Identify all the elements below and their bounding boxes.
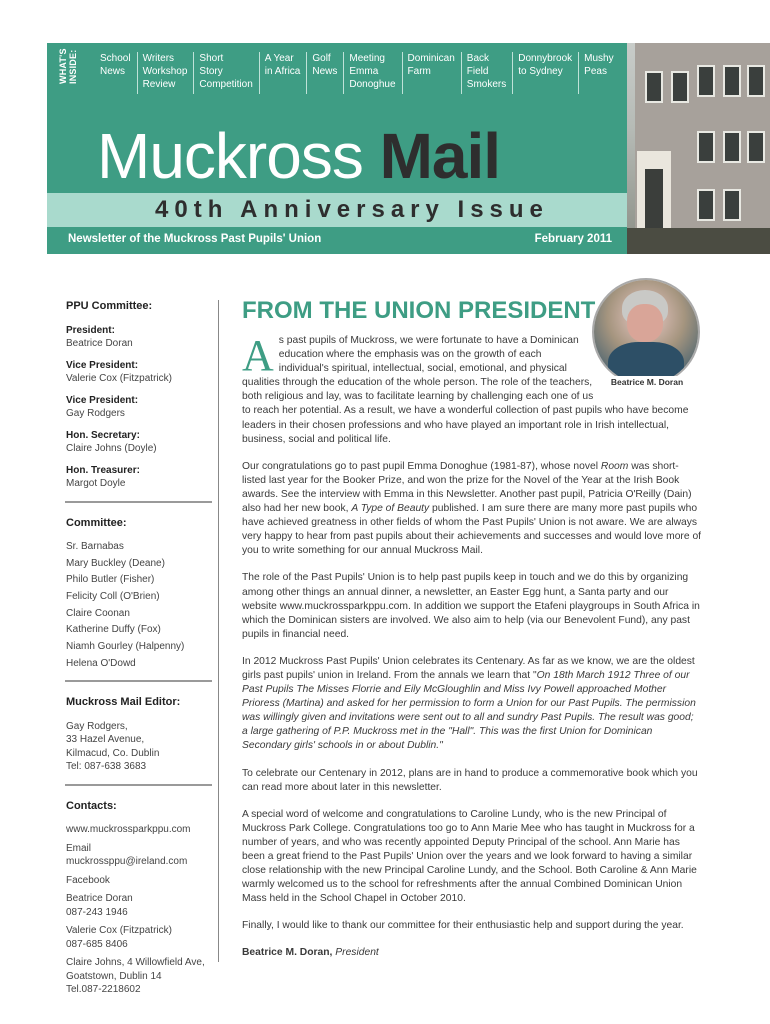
- contact-entry: [66, 874, 212, 888]
- contacts-list: [66, 823, 212, 997]
- nav-item[interactable]: Meeting Emma Donoghue: [343, 52, 401, 94]
- editor-line: 33 Hazel Avenue,: [66, 734, 145, 746]
- divider: [65, 784, 212, 786]
- nav-item[interactable]: Dominican Farm: [402, 52, 461, 94]
- nav-item[interactable]: Short Story Competition: [193, 52, 258, 94]
- members-list: [66, 540, 212, 670]
- committee-member: Sr. Barnabas: [66, 541, 124, 552]
- divider: [65, 680, 212, 682]
- members-heading: Committee:: [66, 516, 127, 529]
- officer-role: President:: [66, 324, 115, 336]
- officer-role: Hon. Treasurer:: [66, 464, 140, 476]
- book-title: A Type of Beauty: [351, 503, 430, 515]
- paragraph-text: published. I am sure there are many more past pupils who have achieved greatness in other fields of whom the Past Pupils' Union is not aware. We are always very happy to hear from past pupils about their achievements and successes and would love more of you to write something for our annual Muckross Mail.: [242, 503, 702, 557]
- nav-item[interactable]: Golf News: [306, 52, 343, 94]
- whats-inside-label: WHAT'S INSIDE:: [58, 48, 78, 84]
- officer-role: Vice President:: [66, 359, 139, 371]
- drop-cap: A: [242, 331, 274, 380]
- paragraph-text: was short-listed last year for the Booker Prize, and won the prize for the Novel of the Year at the Irish Book awards. See the interview with Emma in this Newsletter. Another past pupil, Patricia O'Reilly (Dain) also had her new book,: [242, 460, 692, 515]
- signature-name: Beatrice M. Doran,: [242, 947, 333, 959]
- editor-line: Kilmacud, Co. Dublin: [66, 747, 160, 759]
- contact-line: Valerie Cox (Fitzpatrick): [66, 925, 172, 937]
- issue-label: 40th Anniversary Issue: [155, 196, 549, 223]
- contact-line: 087-685 8406: [66, 938, 128, 950]
- officer-name: Beatrice Doran: [66, 338, 133, 349]
- contact-line: 087-243 1946: [66, 906, 128, 918]
- building-photo: [627, 43, 770, 254]
- paragraph-text: s past pupils of Muckross, we were fortunate to have a Dominican education where the emphasis was on the growth of each individual's spiritual, intellectual, social, emotional, and physical qualities through the education of the whole person. The role of the teachers, both religious and lay, was to facilitate learning by challenging each one of us to reach her potential. As a result, we have a wonderful collection of past pupils who have become leaders in their chosen professions and who have played an important role in Irish intellectual, business, social and political life.: [242, 335, 689, 445]
- title-light: Muckross: [97, 120, 380, 192]
- contacts-heading: Contacts:: [66, 799, 117, 812]
- editor-heading: Muckross Mail Editor:: [66, 696, 181, 709]
- officer-name: Margot Doyle: [66, 478, 126, 489]
- contact-entry: [66, 842, 212, 869]
- editor-line: Tel: 087-638 3683: [66, 761, 147, 773]
- divider: [65, 501, 212, 503]
- article-headline: FROM THE UNION PRESIDENT: [242, 297, 596, 324]
- officer-name: Valerie Cox (Fitzpatrick): [66, 373, 172, 384]
- nav-item[interactable]: Writers Workshop Review: [137, 52, 194, 94]
- nav-item[interactable]: Mushy Peas: [578, 52, 619, 94]
- sidebar: [66, 300, 212, 1002]
- article-paragraph: The role of the Past Pupils' Union is to help past pupils keep in touch and we do this by organizing among other things an annual dinner, a newsletter, an Easter Egg hunt, a Santa party and our website www.muckrossparkppu.com. In addition we support the Etafeni playgroups in South Africa in which the Dominican sisters are involved. We also aim to help (via our Benevolent Fund), any past pupils in financial need.: [242, 572, 700, 640]
- contact-line: Beatrice Doran: [66, 893, 133, 905]
- committee-heading: PPU Committee:: [66, 300, 153, 312]
- committee-member: Katherine Duffy (Fox): [66, 624, 161, 636]
- contact-line: Claire Johns, 4 Willowfield Ave,: [66, 957, 205, 969]
- committee-member: Helena O'Dowd: [66, 657, 136, 669]
- officer-name: Claire Johns (Doyle): [66, 443, 157, 454]
- paragraph-text: Our congratulations go to past pupil Emma Donoghue (1981-87), whose novel: [242, 460, 601, 472]
- article-paragraph: To celebrate our Centenary in 2012, plans are in hand to produce a commemorative book which you can read more about later in this newsletter.: [242, 767, 698, 793]
- committee-member: Philo Butler (Fisher): [66, 574, 155, 586]
- officer-role: Hon. Secretary:: [66, 429, 140, 441]
- nav-item[interactable]: School News: [100, 53, 131, 77]
- newsletter-subtitle: Newsletter of the Muckross Past Pupils' Union: [68, 233, 322, 245]
- contact-entry: [66, 892, 212, 919]
- contact-line[interactable]: Facebook: [66, 874, 110, 886]
- committee-member: Niamh Gourley (Halpenny): [66, 641, 185, 653]
- committee-member: Felicity Coll (O'Brien): [66, 591, 160, 603]
- contact-entry: [66, 956, 212, 997]
- column-divider: [218, 300, 219, 962]
- committee-member: Claire Coonan: [66, 607, 130, 619]
- article: [242, 296, 702, 974]
- nav-item[interactable]: Back Field Smokers: [461, 52, 512, 94]
- issue-date: February 2011: [534, 233, 612, 245]
- novel-title: Room: [600, 460, 629, 472]
- contact-entry: [66, 924, 212, 951]
- editor-line: Gay Rodgers,: [66, 720, 128, 732]
- newsletter-title: [97, 121, 500, 191]
- nav-item[interactable]: A Year in Africa: [259, 52, 307, 94]
- title-dark: Mail: [379, 120, 501, 192]
- officers-list: [66, 324, 212, 491]
- signature: [242, 946, 702, 960]
- article-paragraph: Finally, I would like to thank our committee for their enthusiastic help and support during the year.: [242, 920, 684, 932]
- article-paragraph: [242, 331, 702, 447]
- article-paragraph: A special word of welcome and congratulations to Caroline Lundy, who is the new Principal of Muckross Park College. Congratulations too go to Ann Marie Mee who has taught in Muckross for a number of years, and who was recently appointed Deputy Principal of the school. Ann Marie has been a great friend to the Past Pupils' Union over the years and we look forward to having a similar close relationship with the new Principal Caroline Lundy, and the School. Both Caroline & Ann Marie warmly welcomed us to the school for refreshments after the annual Combined Dominican Union Mass held in the School Chapel in October 2010.: [242, 808, 697, 905]
- signature-role: President: [332, 947, 379, 959]
- contact-line[interactable]: Email muckrossppu@ireland.com: [66, 842, 188, 868]
- nav-item[interactable]: Donnybrook to Sydney: [512, 52, 578, 94]
- committee-member: Mary Buckley (Deane): [66, 557, 165, 569]
- article-paragraph: [242, 655, 702, 754]
- contact-line: Tel.087-2218602: [66, 984, 141, 996]
- portrait-caption: Beatrice M. Doran: [602, 376, 692, 389]
- officer-role: Vice President:: [66, 394, 139, 406]
- paragraph-text: In 2012 Muckross Past Pupils' Union celebrates its Centenary. As far as we know, we are the oldest girls past pupils' union in Ireland. From the annals we learn that ": [242, 655, 695, 681]
- contact-line[interactable]: www.muckrossparkppu.com: [66, 824, 191, 836]
- contact-line: Goatstown, Dublin 14: [66, 970, 162, 982]
- annals-quote: On 18th March 1912 Three of our Past Pupils The Misses Florrie and Eily McGloughlin and Miss Ivy Powell approached Mother Prioress (Martina) and asked for her permission to form a Union for our Past Pupils. The permission was willingly given and invitations were sent out to all and sundry Past Pupils. The result was good; a large gathering of P.P. Muckross met in the "Hall". This was the first Union for Dominican Secondary girls' schools in or about Dublin.": [242, 669, 696, 752]
- contact-entry: [66, 823, 212, 837]
- article-paragraph: [242, 460, 702, 559]
- officer-name: Gay Rodgers: [66, 408, 125, 419]
- editor-address: [66, 720, 212, 774]
- contents-nav: [100, 52, 620, 94]
